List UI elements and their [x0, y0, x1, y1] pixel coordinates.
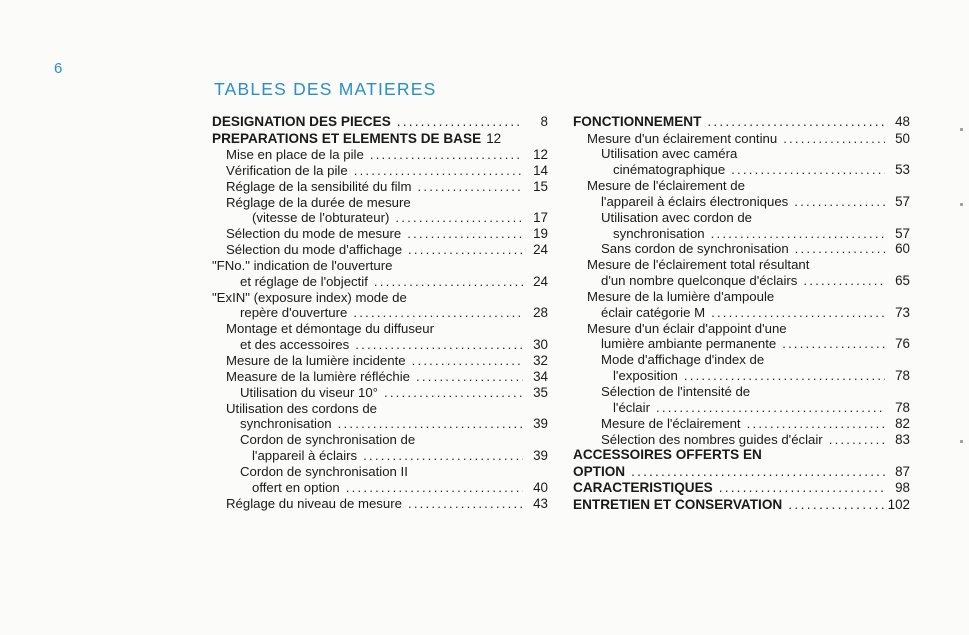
toc-entry	[573, 131, 910, 147]
toc-right-column	[573, 114, 910, 513]
toc-entry	[573, 384, 910, 400]
dot-leader	[788, 497, 887, 514]
toc-entry	[573, 257, 910, 273]
toc-entry	[573, 289, 910, 305]
toc-entry-page: 50	[895, 130, 910, 146]
toc-entry	[212, 179, 548, 195]
toc-entry-title: "FNo." indication de l'ouverture	[212, 257, 393, 273]
page-title: TABLES DES MATIERES	[214, 79, 437, 99]
toc-entry	[573, 273, 910, 289]
toc-entry	[573, 226, 910, 242]
toc-entry-title: synchronisation	[240, 416, 332, 432]
toc-entry-title: Réglage du niveau de mesure	[226, 495, 402, 511]
toc-entry	[212, 337, 548, 353]
toc-entry	[573, 114, 910, 131]
toc-entry-title: l'appareil à éclairs	[252, 448, 358, 464]
scan-mark	[960, 440, 963, 443]
toc-entry-title: Mesure de l'éclairement total résultant	[587, 257, 810, 273]
toc-entry-page: 57	[895, 193, 910, 209]
dot-leader	[408, 242, 523, 258]
dot-leader	[719, 480, 885, 497]
toc-entry-title: (vitesse de l'obturateur)	[252, 210, 390, 226]
toc-entry-title: éclair catégorie M	[601, 304, 706, 320]
toc-entry	[573, 146, 910, 162]
toc-entry-title: cinématographique	[613, 162, 726, 178]
toc-entry	[212, 448, 548, 464]
toc-entry-title: CARACTERISTIQUES	[573, 480, 713, 496]
toc-entry-page: 40	[533, 479, 548, 495]
toc-entry-page: 60	[895, 241, 910, 257]
toc-entry-title: Mesure d'un éclairement continu	[587, 130, 778, 146]
toc-entry-page: 19	[533, 226, 548, 242]
dot-leader	[408, 496, 523, 512]
toc-entry-page: 57	[895, 225, 910, 241]
toc-entry	[212, 163, 548, 179]
dot-leader	[656, 400, 885, 416]
toc-entry-page: 14	[533, 162, 548, 178]
toc-entry-page: 8	[540, 114, 548, 129]
toc-entry	[212, 195, 548, 211]
toc-entry-title: Mesure de la lumière incidente	[226, 352, 406, 368]
toc-entry	[212, 210, 548, 226]
toc-entry	[212, 226, 548, 242]
toc-entry	[212, 131, 548, 148]
toc-entry-title: Réglage de la durée de mesure	[226, 194, 411, 210]
toc-entry-page: 32	[533, 352, 548, 368]
toc-entry-title: DESIGNATION DES PIECES	[212, 114, 391, 129]
toc-entry-page: 30	[533, 337, 548, 353]
toc-entry-title: Mode d'affichage d'index de	[601, 352, 765, 368]
toc-entry-title: et réglage de l'objectif	[240, 273, 368, 289]
dot-leader	[338, 416, 523, 432]
toc-entry-page: 76	[895, 336, 910, 352]
toc-entry-title: Cordon de synchronisation II	[240, 463, 408, 479]
toc-entry	[212, 290, 548, 306]
dot-leader	[384, 385, 523, 401]
toc-entry-title: OPTION	[573, 463, 626, 479]
toc-entry	[212, 321, 548, 337]
dot-leader	[346, 480, 523, 496]
toc-entry-title: ENTRETIEN ET CONSERVATION	[573, 496, 783, 512]
dot-leader	[684, 368, 885, 384]
toc-entry-page: 17	[533, 210, 548, 226]
toc-entry-page: 39	[533, 448, 548, 464]
toc-entry-title: Vérification de la pile	[226, 162, 348, 178]
dot-leader	[829, 432, 885, 448]
toc-entry-page: 73	[895, 304, 910, 320]
toc-entry-title: Mise en place de la pile	[226, 147, 364, 162]
toc-entry-page: 24	[533, 242, 548, 258]
dot-leader	[747, 416, 885, 432]
toc-entry	[212, 464, 548, 480]
toc-entry	[212, 480, 548, 496]
toc-entry-title: lumière ambiante permanente	[601, 336, 777, 352]
toc-entry-title: Utilisation avec caméra	[601, 146, 738, 162]
toc-entry	[212, 258, 548, 274]
toc-entry	[573, 400, 910, 416]
toc-entry	[212, 369, 548, 385]
dot-leader	[711, 226, 885, 242]
toc-entry	[573, 321, 910, 337]
toc-entry-title: FONCTIONNEMENT	[573, 114, 702, 129]
dot-leader	[631, 464, 885, 481]
scan-mark	[960, 128, 963, 131]
toc-entry	[573, 352, 910, 368]
dot-leader	[416, 369, 523, 385]
toc-entry-title: ACCESSOIRES OFFERTS EN	[573, 447, 762, 463]
toc-entry	[573, 368, 910, 384]
toc-entry	[573, 210, 910, 226]
toc-entry-title: PREPARATIONS ET ELEMENTS DE BASE	[212, 130, 482, 146]
toc-entry	[212, 432, 548, 448]
toc-entry-title: Sans cordon de synchronisation	[601, 241, 789, 257]
scan-mark	[960, 203, 963, 206]
toc-entry-page: 48	[895, 114, 910, 129]
toc-left-column	[212, 114, 548, 511]
toc-entry-page: 35	[533, 384, 548, 400]
toc-entry	[212, 496, 548, 512]
toc-entry-title: Mesure de l'éclairement de	[587, 178, 745, 194]
toc-entry	[573, 336, 910, 352]
toc-entry	[212, 114, 548, 131]
toc-entry	[573, 241, 910, 257]
toc-entry	[573, 464, 910, 481]
dot-leader	[407, 226, 523, 242]
dot-leader	[355, 337, 523, 353]
dot-leader	[731, 162, 885, 178]
dot-leader	[353, 305, 523, 321]
toc-entry	[212, 305, 548, 321]
toc-entry-page: 82	[895, 415, 910, 431]
dot-leader	[794, 194, 885, 210]
toc-entry-page: 102	[887, 496, 910, 512]
toc-entry	[212, 401, 548, 417]
dot-leader	[707, 114, 885, 131]
dot-leader	[397, 114, 523, 131]
toc-entry-title: repère d'ouverture	[240, 305, 348, 321]
toc-entry-title: Utilisation avec cordon de	[601, 209, 753, 225]
toc-entry-page: 12	[486, 130, 502, 146]
toc-entry-title: Sélection du mode d'affichage	[226, 242, 403, 258]
toc-entry-page: 34	[533, 368, 548, 384]
toc-entry-title: "ExIN" (exposure index) mode de	[212, 289, 407, 305]
toc-entry-title: et des accessoires	[240, 337, 350, 353]
toc-entry	[212, 353, 548, 369]
toc-entry-page: 98	[895, 480, 910, 496]
toc-entry	[212, 242, 548, 258]
dot-leader	[803, 273, 885, 289]
toc-entry	[573, 162, 910, 178]
toc-entry-title: l'exposition	[613, 368, 678, 384]
toc-entry-page: 43	[533, 495, 548, 511]
toc-entry	[573, 416, 910, 432]
toc-entry-page: 28	[533, 305, 548, 321]
dot-leader	[795, 241, 885, 257]
dot-leader	[374, 274, 523, 290]
toc-entry	[212, 385, 548, 401]
toc-entry-title: Mesure d'un éclair d'appoint d'une	[587, 320, 787, 336]
toc-entry-title: offert en option	[252, 479, 340, 495]
toc-entry-title: Sélection de l'intensité de	[601, 384, 751, 399]
toc-entry-title: Sélection des nombres guides d'éclair	[601, 431, 823, 447]
dot-leader	[370, 147, 523, 163]
toc-entry-page: 78	[895, 399, 910, 415]
toc-entry-title: Sélection du mode de mesure	[226, 226, 402, 242]
dot-leader	[395, 210, 523, 226]
toc-entry-title: Utilisation des cordons de	[226, 400, 378, 416]
toc-entry-page: 83	[895, 431, 910, 447]
toc-entry-page: 53	[895, 162, 910, 178]
toc-entry-title: l'éclair	[613, 399, 650, 415]
toc-entry	[212, 147, 548, 163]
toc-entry	[573, 480, 910, 497]
toc-entry-page: 87	[895, 463, 910, 479]
dot-leader	[782, 336, 885, 352]
toc-entry-page: 15	[533, 178, 548, 194]
dot-leader	[412, 353, 523, 369]
toc-entry-title: Utilisation du viseur 10°	[240, 384, 378, 400]
toc-entry-page: 78	[895, 368, 910, 384]
page-number: 6	[54, 60, 63, 77]
toc-entry-page: 24	[533, 273, 548, 289]
toc-entry	[573, 497, 910, 514]
toc-entry-title: Measure de la lumière réfléchie	[226, 368, 410, 384]
toc-entry	[573, 194, 910, 210]
dot-leader	[711, 305, 885, 321]
toc-entry	[573, 447, 910, 464]
dot-leader	[783, 131, 885, 147]
toc-entry	[573, 305, 910, 321]
toc-entry-title: Mesure de l'éclairement	[601, 415, 741, 431]
toc-entry-page: 65	[895, 273, 910, 289]
dot-leader	[354, 163, 523, 179]
toc-entry-title: Réglage de la sensibilité du film	[226, 178, 412, 194]
toc-entry-title: Montage et démontage du diffuseur	[226, 321, 434, 337]
toc-entry	[212, 274, 548, 290]
toc-entry	[573, 178, 910, 194]
toc-entry-title: Mesure de la lumière d'ampoule	[587, 288, 775, 304]
dot-leader	[417, 179, 523, 195]
toc-entry-title: l'appareil à éclairs électroniques	[601, 193, 789, 209]
toc-entry	[573, 432, 910, 448]
toc-entry-page: 39	[533, 416, 548, 432]
toc-entry-title: Cordon de synchronisation de	[240, 432, 416, 448]
toc-entry	[212, 416, 548, 432]
toc-entry-title: d'un nombre quelconque d'éclairs	[601, 273, 798, 289]
dot-leader	[363, 448, 523, 464]
toc-entry-page: 12	[533, 147, 548, 162]
toc-entry-title: synchronisation	[613, 225, 705, 241]
